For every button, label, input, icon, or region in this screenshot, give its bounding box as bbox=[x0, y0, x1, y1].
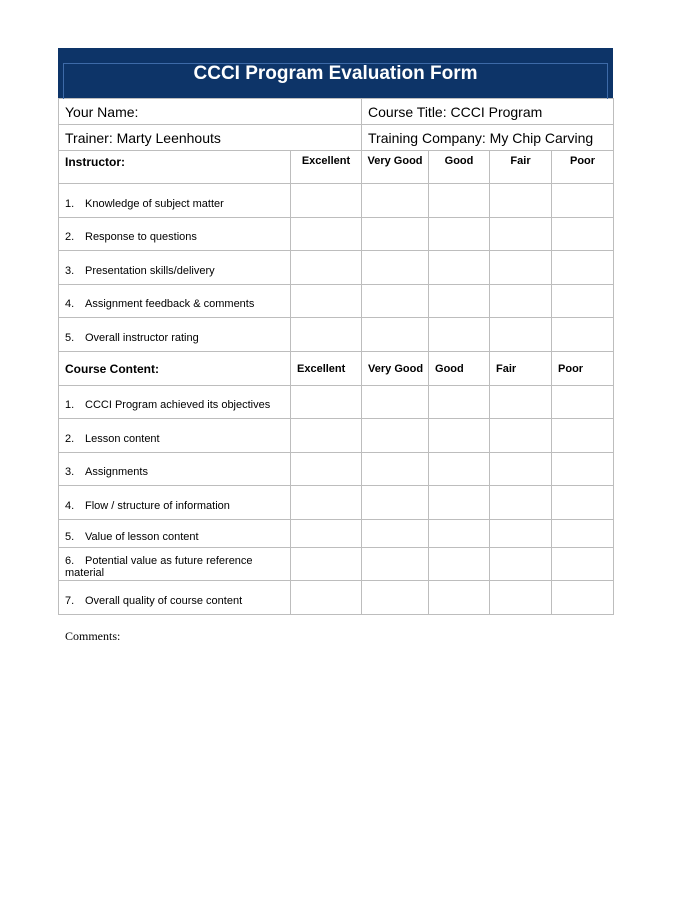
rating-cell-good[interactable] bbox=[429, 318, 490, 352]
instructor-row bbox=[59, 218, 614, 251]
item-text: Value of lesson content bbox=[85, 530, 199, 543]
rating-cell-poor[interactable] bbox=[552, 548, 614, 581]
rating-cell-good[interactable] bbox=[429, 184, 490, 218]
rating-cell-excellent[interactable] bbox=[291, 184, 362, 218]
course-rating-header-very-good: Very Good bbox=[362, 352, 429, 386]
rating-cell-excellent[interactable] bbox=[291, 218, 362, 251]
instructor-row bbox=[59, 318, 614, 352]
item-number: 2. bbox=[65, 231, 75, 243]
evaluation-form bbox=[58, 48, 613, 615]
item-number: 2. bbox=[65, 432, 75, 445]
rating-cell-good[interactable] bbox=[429, 520, 490, 548]
instructor-row bbox=[59, 251, 614, 285]
item-number: 4. bbox=[65, 298, 75, 310]
trainer-field: Trainer: Marty Leenhouts bbox=[59, 125, 362, 151]
rating-cell-good[interactable] bbox=[429, 386, 490, 419]
course-item-label bbox=[59, 486, 291, 520]
item-number: 5. bbox=[65, 530, 75, 543]
item-text: Overall instructor rating bbox=[85, 331, 199, 344]
course-rating-header-good: Good bbox=[429, 352, 490, 386]
item-text: Flow / structure of information bbox=[85, 499, 230, 512]
rating-cell-excellent[interactable] bbox=[291, 386, 362, 419]
rating-cell-good[interactable] bbox=[429, 453, 490, 486]
info-row-1 bbox=[59, 99, 614, 125]
course-row bbox=[59, 486, 614, 520]
item-text: Lesson content bbox=[85, 432, 160, 445]
rating-cell-very-good[interactable] bbox=[362, 419, 429, 453]
instructor-heading: Instructor: bbox=[59, 151, 291, 184]
rating-cell-good[interactable] bbox=[429, 486, 490, 520]
item-number: 3. bbox=[65, 466, 75, 478]
course-row bbox=[59, 453, 614, 486]
course-title-field: Course Title: CCCI Program bbox=[362, 99, 614, 125]
rating-cell-good[interactable] bbox=[429, 218, 490, 251]
course-item-label bbox=[59, 453, 291, 486]
rating-header-good: Good bbox=[429, 151, 490, 184]
rating-cell-excellent[interactable] bbox=[291, 486, 362, 520]
rating-cell-fair[interactable] bbox=[490, 285, 552, 318]
info-row-2 bbox=[59, 125, 614, 151]
item-text: Presentation skills/delivery bbox=[85, 264, 215, 277]
evaluation-table bbox=[58, 98, 614, 615]
course-rating-header-poor: Poor bbox=[552, 352, 614, 386]
course-item-label bbox=[59, 419, 291, 453]
rating-cell-very-good[interactable] bbox=[362, 386, 429, 419]
item-text: Overall quality of course content bbox=[85, 594, 243, 607]
item-text: CCCI Program achieved its objectives bbox=[85, 399, 271, 411]
your-name-field[interactable]: Your Name: bbox=[59, 99, 362, 125]
rating-cell-poor[interactable] bbox=[552, 218, 614, 251]
rating-cell-fair[interactable] bbox=[490, 520, 552, 548]
rating-cell-excellent[interactable] bbox=[291, 548, 362, 581]
rating-cell-excellent[interactable] bbox=[291, 251, 362, 285]
rating-cell-poor[interactable] bbox=[552, 581, 614, 615]
rating-cell-excellent[interactable] bbox=[291, 318, 362, 352]
course-item-label bbox=[59, 548, 291, 581]
rating-cell-fair[interactable] bbox=[490, 581, 552, 615]
instructor-item-label bbox=[59, 251, 291, 285]
rating-cell-very-good[interactable] bbox=[362, 285, 429, 318]
course-row bbox=[59, 386, 614, 419]
rating-cell-good[interactable] bbox=[429, 581, 490, 615]
rating-cell-fair[interactable] bbox=[490, 486, 552, 520]
rating-cell-poor[interactable] bbox=[552, 419, 614, 453]
rating-cell-excellent[interactable] bbox=[291, 285, 362, 318]
rating-cell-good[interactable] bbox=[429, 548, 490, 581]
item-text: Knowledge of subject matter bbox=[85, 197, 224, 210]
form-banner bbox=[58, 48, 613, 98]
instructor-row bbox=[59, 285, 614, 318]
instructor-item-label bbox=[59, 218, 291, 251]
item-number: 3. bbox=[65, 264, 75, 277]
rating-cell-very-good[interactable] bbox=[362, 184, 429, 218]
rating-cell-poor[interactable] bbox=[552, 486, 614, 520]
rating-cell-fair[interactable] bbox=[490, 184, 552, 218]
rating-cell-poor[interactable] bbox=[552, 520, 614, 548]
rating-cell-fair[interactable] bbox=[490, 386, 552, 419]
item-number: 6. bbox=[65, 555, 75, 567]
rating-cell-fair[interactable] bbox=[490, 218, 552, 251]
rating-cell-poor[interactable] bbox=[552, 453, 614, 486]
item-text: Response to questions bbox=[85, 231, 197, 243]
course-item-label bbox=[59, 386, 291, 419]
course-rating-header-excellent: Excellent bbox=[291, 352, 362, 386]
instructor-item-label bbox=[59, 184, 291, 218]
rating-cell-good[interactable] bbox=[429, 285, 490, 318]
rating-cell-very-good[interactable] bbox=[362, 318, 429, 352]
rating-cell-very-good[interactable] bbox=[362, 520, 429, 548]
rating-cell-very-good[interactable] bbox=[362, 486, 429, 520]
course-rating-header-fair: Fair bbox=[490, 352, 552, 386]
item-text: Potential value as future reference material bbox=[65, 555, 253, 579]
rating-cell-excellent[interactable] bbox=[291, 581, 362, 615]
rating-header-poor: Poor bbox=[552, 151, 614, 184]
instructor-row bbox=[59, 184, 614, 218]
rating-cell-fair[interactable] bbox=[490, 453, 552, 486]
rating-cell-fair[interactable] bbox=[490, 318, 552, 352]
rating-cell-very-good[interactable] bbox=[362, 453, 429, 486]
rating-cell-poor[interactable] bbox=[552, 318, 614, 352]
training-company-field: Training Company: My Chip Carving bbox=[362, 125, 614, 151]
rating-cell-fair[interactable] bbox=[490, 251, 552, 285]
rating-header-excellent: Excellent bbox=[291, 151, 362, 184]
rating-cell-very-good[interactable] bbox=[362, 251, 429, 285]
course-content-header-row bbox=[59, 352, 614, 386]
rating-cell-poor[interactable] bbox=[552, 386, 614, 419]
rating-header-fair: Fair bbox=[490, 151, 552, 184]
comments-label: Comments: bbox=[65, 629, 121, 643]
form-title: CCCI Program Evaluation Form bbox=[193, 63, 478, 84]
rating-header-very-good: Very Good bbox=[362, 151, 429, 184]
item-text: Assignments bbox=[85, 466, 148, 478]
rating-cell-poor[interactable] bbox=[552, 184, 614, 218]
instructor-item-label bbox=[59, 285, 291, 318]
course-content-heading: Course Content: bbox=[59, 352, 291, 386]
rating-cell-excellent[interactable] bbox=[291, 520, 362, 548]
instructor-item-label bbox=[59, 318, 291, 352]
rating-cell-good[interactable] bbox=[429, 251, 490, 285]
rating-cell-poor[interactable] bbox=[552, 251, 614, 285]
item-text: Assignment feedback & comments bbox=[85, 298, 255, 310]
course-item-label bbox=[59, 520, 291, 548]
course-item-label bbox=[59, 581, 291, 615]
rating-cell-excellent[interactable] bbox=[291, 419, 362, 453]
instructor-header-row bbox=[59, 151, 614, 184]
item-number: 1. bbox=[65, 197, 75, 210]
rating-cell-fair[interactable] bbox=[490, 419, 552, 453]
rating-cell-very-good[interactable] bbox=[362, 218, 429, 251]
course-row bbox=[59, 419, 614, 453]
rating-cell-fair[interactable] bbox=[490, 548, 552, 581]
rating-cell-excellent[interactable] bbox=[291, 453, 362, 486]
item-number: 5. bbox=[65, 331, 75, 344]
item-number: 1. bbox=[65, 399, 75, 411]
rating-cell-poor[interactable] bbox=[552, 285, 614, 318]
rating-cell-very-good[interactable] bbox=[362, 548, 429, 581]
rating-cell-very-good[interactable] bbox=[362, 581, 429, 615]
item-number: 7. bbox=[65, 594, 75, 607]
course-row bbox=[59, 581, 614, 615]
rating-cell-good[interactable] bbox=[429, 419, 490, 453]
course-row bbox=[59, 520, 614, 548]
item-number: 4. bbox=[65, 499, 75, 512]
course-row bbox=[59, 548, 614, 581]
